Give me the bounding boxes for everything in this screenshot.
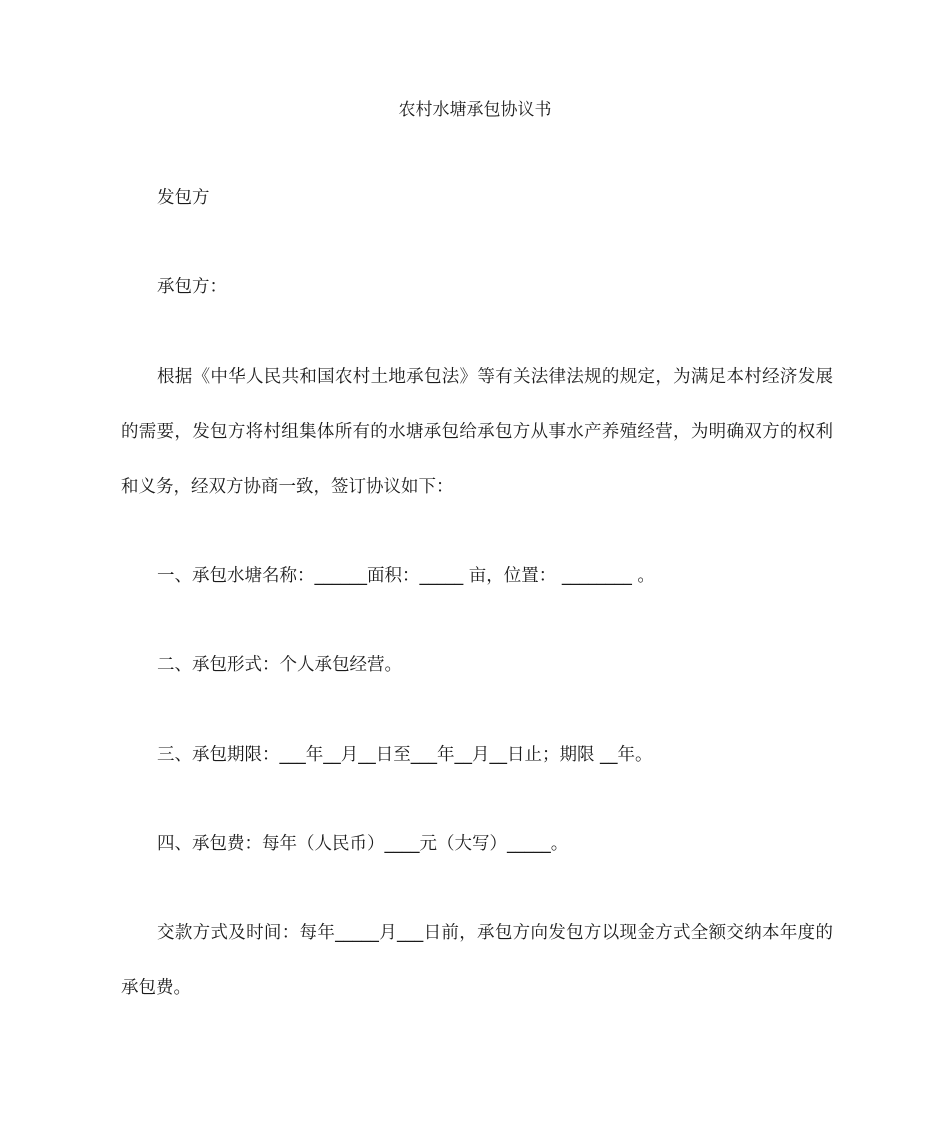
clause-contract-fee: 四、承包费：每年（人民币）____元（大写）_____。 [157,834,569,854]
party-b-label: 承包方： [157,277,227,297]
document-title: 农村水塘承包协议书 [398,100,552,120]
intro-paragraph: 根据《中华人民共和国农村土地承包法》等有关法律法规的规定，为满足本村经济发展的需要，发包方将村组集体所有的水塘承包给承包方从事水产养殖经营，为明确双方的权利和义务，经双方协商一致，签订协议如下： [121,367,833,497]
party-a-label: 发包方 [157,188,210,208]
payment-paragraph: 交款方式及时间：每年_____月___日前，承包方向发包方以现金方式全额交纳本年度的承包费。 [121,923,833,998]
clause-contract-term: 三、承包期限：___年__月__日至___年__月__日止；期限 __年。 [157,745,653,765]
clause-pond-name: 一、承包水塘名称：______面积：_____ 亩，位置： ________ 。 [157,566,655,586]
clause-contract-form: 二、承包形式：个人承包经营。 [157,655,402,675]
